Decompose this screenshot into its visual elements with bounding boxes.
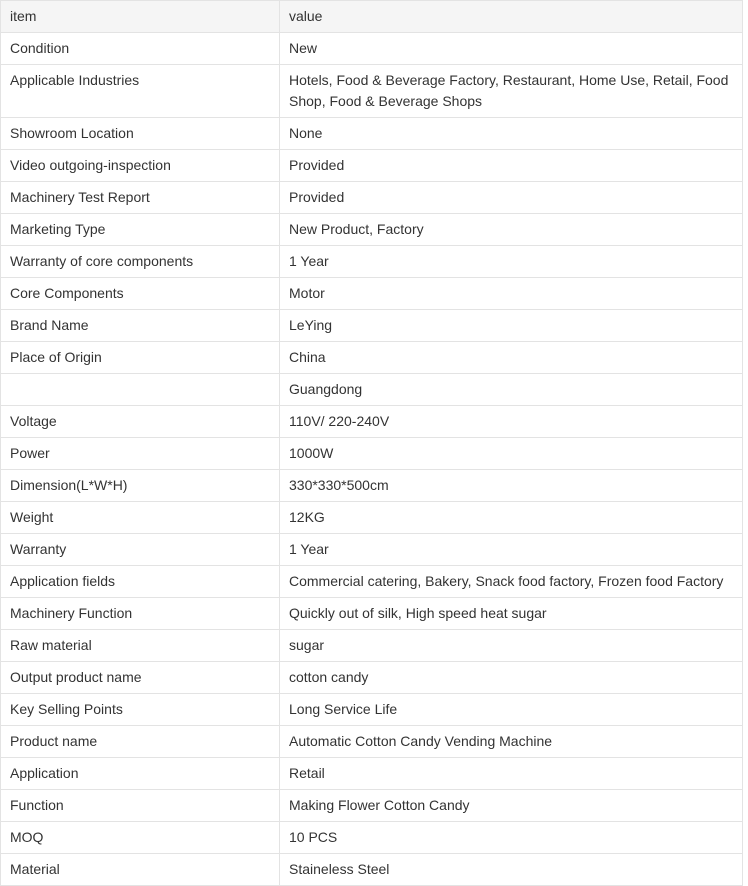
value-cell: 1 Year [280, 246, 743, 278]
table-row [1, 118, 743, 150]
item-cell: Applicable Industries [1, 65, 280, 118]
item-cell: MOQ [1, 822, 280, 854]
table-row [1, 438, 743, 470]
table-row [1, 65, 743, 118]
table-header-row [1, 1, 743, 33]
table-row [1, 246, 743, 278]
value-cell: None [280, 118, 743, 150]
value-cell: Motor [280, 278, 743, 310]
table-row [1, 406, 743, 438]
item-cell: Warranty of core components [1, 246, 280, 278]
item-cell: Machinery Test Report [1, 182, 280, 214]
value-cell: LeYing [280, 310, 743, 342]
item-cell: Material [1, 854, 280, 886]
table-row [1, 342, 743, 374]
item-cell: Weight [1, 502, 280, 534]
item-cell: Machinery Function [1, 598, 280, 630]
item-cell: Dimension(L*W*H) [1, 470, 280, 502]
item-cell: Product name [1, 726, 280, 758]
value-cell: 1000W [280, 438, 743, 470]
table-row [1, 630, 743, 662]
table-row [1, 374, 743, 406]
table-row [1, 662, 743, 694]
table-row [1, 470, 743, 502]
item-cell [1, 374, 280, 406]
table-row [1, 534, 743, 566]
table-row [1, 278, 743, 310]
value-cell: 110V/ 220-240V [280, 406, 743, 438]
item-cell: Key Selling Points [1, 694, 280, 726]
header-value-cell: value [280, 1, 743, 33]
item-cell: Core Components [1, 278, 280, 310]
value-cell: Guangdong [280, 374, 743, 406]
table-row [1, 726, 743, 758]
value-cell: Provided [280, 182, 743, 214]
table-row [1, 502, 743, 534]
value-cell: 1 Year [280, 534, 743, 566]
value-cell: Hotels, Food & Beverage Factory, Restaurant, Home Use, Retail, Food Shop, Food & Beverage Shops [280, 65, 743, 118]
value-cell: Long Service Life [280, 694, 743, 726]
value-cell: sugar [280, 630, 743, 662]
item-cell: Voltage [1, 406, 280, 438]
value-cell: Making Flower Cotton Candy [280, 790, 743, 822]
value-cell: 330*330*500cm [280, 470, 743, 502]
table-row [1, 150, 743, 182]
value-cell: New [280, 33, 743, 65]
value-cell: China [280, 342, 743, 374]
item-cell: Brand Name [1, 310, 280, 342]
table-row [1, 694, 743, 726]
value-cell: 12KG [280, 502, 743, 534]
table-row [1, 790, 743, 822]
item-cell: Place of Origin [1, 342, 280, 374]
value-cell: 10 PCS [280, 822, 743, 854]
table-row [1, 182, 743, 214]
value-cell: New Product, Factory [280, 214, 743, 246]
value-cell: Commercial catering, Bakery, Snack food factory, Frozen food Factory [280, 566, 743, 598]
value-cell: Provided [280, 150, 743, 182]
value-cell: cotton candy [280, 662, 743, 694]
item-cell: Condition [1, 33, 280, 65]
table-row [1, 822, 743, 854]
item-cell: Application fields [1, 566, 280, 598]
table-row [1, 214, 743, 246]
table-row [1, 310, 743, 342]
item-cell: Output product name [1, 662, 280, 694]
item-cell: Power [1, 438, 280, 470]
item-cell: Video outgoing-inspection [1, 150, 280, 182]
value-cell: Retail [280, 758, 743, 790]
table-row [1, 33, 743, 65]
table-row [1, 854, 743, 886]
item-cell: Raw material [1, 630, 280, 662]
table-row [1, 758, 743, 790]
item-cell: Showroom Location [1, 118, 280, 150]
table-row [1, 598, 743, 630]
table-row [1, 566, 743, 598]
value-cell: Automatic Cotton Candy Vending Machine [280, 726, 743, 758]
item-cell: Warranty [1, 534, 280, 566]
value-cell: Staineless Steel [280, 854, 743, 886]
header-item-cell: item [1, 1, 280, 33]
item-cell: Application [1, 758, 280, 790]
item-cell: Function [1, 790, 280, 822]
item-cell: Marketing Type [1, 214, 280, 246]
value-cell: Quickly out of silk, High speed heat sugar [280, 598, 743, 630]
